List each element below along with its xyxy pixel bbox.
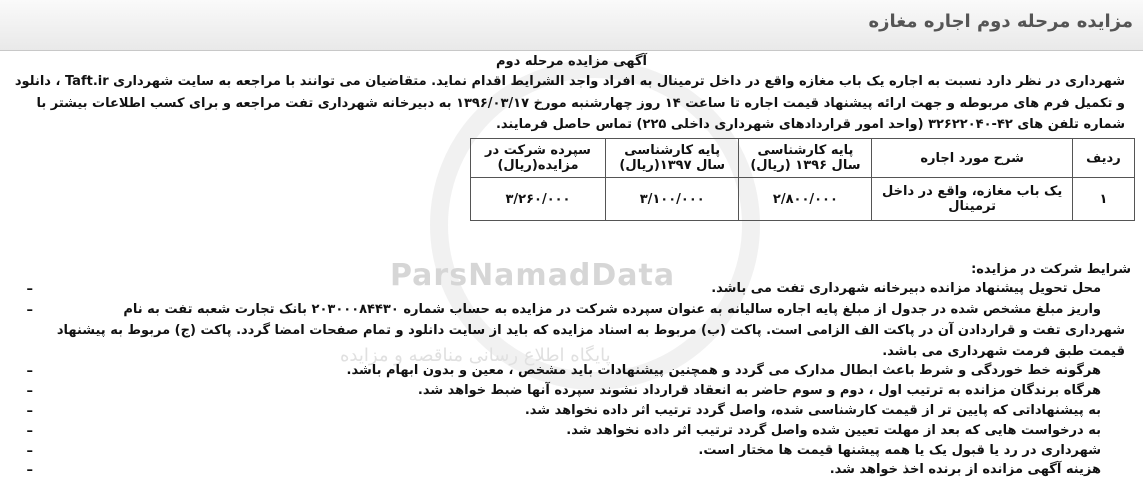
cell-row-number: ۱: [1072, 178, 1134, 221]
table-header-row: [471, 139, 1135, 178]
bullet-8: –: [26, 463, 33, 478]
condition-item: به درخواست هایی که بعد از مهلت تعیین شده واصل گردد ترتیب اثر داده نخواهد شد.: [566, 423, 1101, 438]
table-row: [471, 178, 1135, 221]
auction-table: [470, 138, 1135, 221]
notice-line-1: شهرداری در نظر دارد نسبت به اجاره یک باب مغازه واقع در داخل ترمینال به افراد واجد الشرایط اقدام نماید. متقاضیان می توانند با مراجعه به سایت شهرداری Taft.ir ، دانلود: [14, 74, 1125, 89]
col-header-description: شرح مورد اجاره: [872, 139, 1072, 178]
condition-item-continued: شهرداری تفت و قراردادن آن در پاکت الف الزامی است. پاکت (ب) مربوط به اسناد مزایده که باید از سایت دانلود و تمام صفحات امضا گردد. پاکت (ج) مربوط به پیشنهاد: [56, 323, 1125, 338]
notice-title: آگهی مزایده مرحله دوم: [496, 54, 647, 69]
watermark-line: پایگاه اطلاع رسانی مناقصه و مزایده: [340, 345, 611, 366]
bullet-1: –: [26, 282, 33, 297]
condition-item: شهرداری در رد یا قبول یک یا همه پیشنها قیمت ها مختار است.: [698, 443, 1101, 458]
condition-item: هرگاه برندگان مزانده به ترتیب اول ، دوم و سوم حاضر به انعقاد قرارداد نشوند سپرده آنها ضبط خواهد شد.: [417, 383, 1101, 398]
bullet-7: –: [26, 444, 33, 459]
col-header-row-number: ردیف: [1072, 139, 1134, 178]
cell-base-1397: ۳/۱۰۰/۰۰۰: [605, 178, 738, 221]
watermark-brand: ParsNamadData: [390, 258, 676, 293]
bullet-4: –: [26, 384, 33, 399]
col-header-base-1396: پایه کارشناسی سال ۱۳۹۶ (ریال): [739, 139, 872, 178]
condition-item-continued: قیمت طبق فرمت شهرداری می باشد.: [882, 344, 1125, 359]
bullet-6: –: [26, 424, 33, 439]
conditions-title: شرایط شرکت در مزایده:: [971, 262, 1131, 277]
bullet-2: –: [26, 303, 33, 318]
page-title: مزایده مرحله دوم اجاره مغازه: [868, 11, 1133, 32]
cell-description: یک باب مغازه، واقع در داخل ترمینال: [872, 178, 1072, 221]
condition-item: به پیشنهاداتی که پایین تر از قیمت کارشناسی شده، واصل گردد ترتیب اثر داده نخواهد شد.: [524, 403, 1101, 418]
bullet-3: –: [26, 364, 33, 379]
condition-item: هزینه آگهی مزانده از برنده اخذ خواهد شد.: [829, 462, 1101, 477]
cell-base-1396: ۲/۸۰۰/۰۰۰: [739, 178, 872, 221]
notice-line-3: شماره تلفن های ۴۲-۳۲۶۲۲۰۴۰ (واحد امور قراردادهای شهرداری داخلی ۲۲۵) تماس حاصل فرمایند.: [495, 117, 1125, 132]
notice-line-2: و تکمیل فرم های مربوطه و جهت ارائه پیشنهاد قیمت اجاره تا ساعت ۱۴ روز چهارشنبه مورخ ۱۳۹۶/۰۳/۱۷ به دبیرخانه شهرداری تفت مراجعه و برای کسب اطلاعات بیشتر با: [36, 96, 1125, 111]
cell-deposit: ۳/۲۶۰/۰۰۰: [471, 178, 606, 221]
condition-item: هرگونه خط خوردگی و شرط باعث ابطال مدارک می گردد و همچنین پیشنهادات باید مشخص ، معین و بدون ابهام باشد.: [346, 363, 1101, 378]
condition-item: واریز مبلغ مشخص شده در جدول از مبلغ پایه اجاره سالیانه به عنوان سپرده شرکت در مزایده به حساب شماره ۲۰۳۰۰۰۸۴۴۳۰ بانک تجارت شعبه تفت به نام: [123, 302, 1101, 317]
condition-item: محل تحویل پیشنهاد مزانده دبیرخانه شهرداری تفت می باشد.: [711, 281, 1101, 296]
col-header-deposit: سپرده شرکت در مزایده(ریال): [471, 139, 606, 178]
bullet-5: –: [26, 404, 33, 419]
col-header-base-1397: پایه کارشناسی سال ۱۳۹۷(ریال): [605, 139, 738, 178]
